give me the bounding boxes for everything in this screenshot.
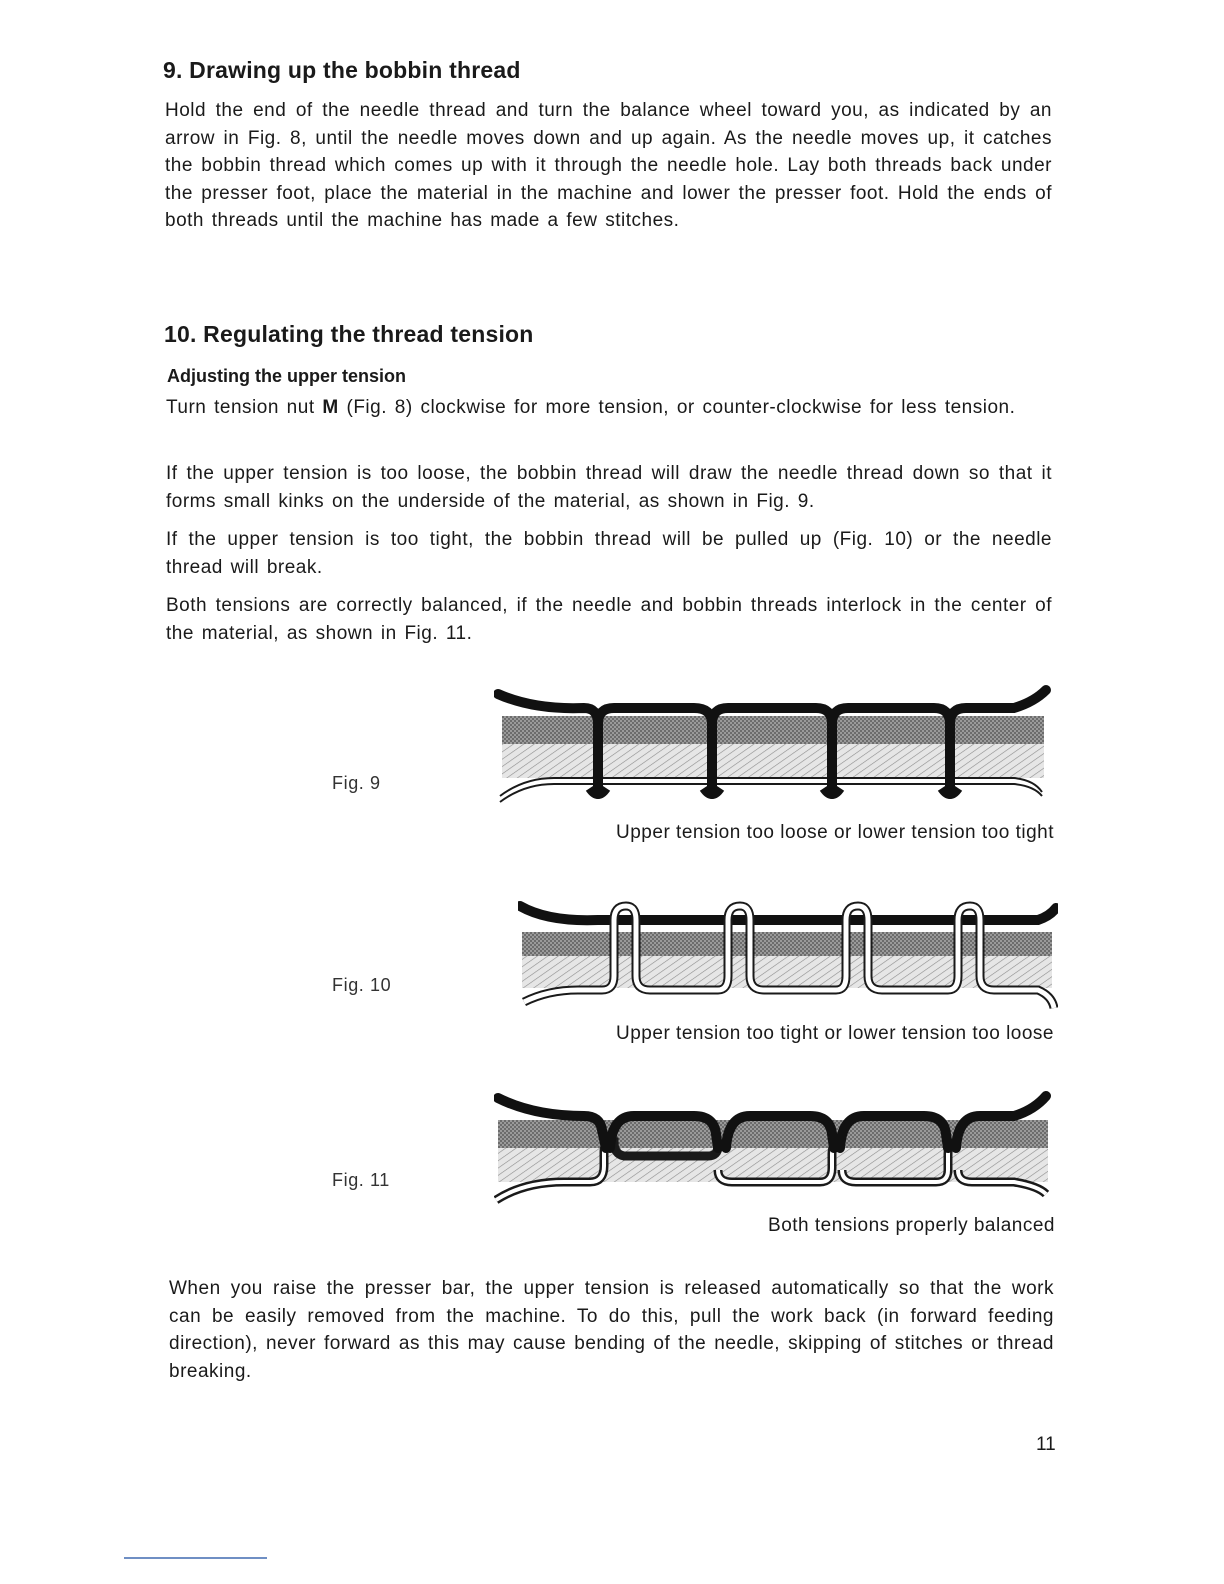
fig-9-stitch-diagram xyxy=(494,684,1054,816)
fig-9-caption: Upper tension too loose or lower tension too tight xyxy=(616,822,1054,843)
fig-9-label: Fig. 9 xyxy=(332,773,381,793)
tension-nut-label: M xyxy=(322,397,339,418)
fig-11-stitch-diagram xyxy=(494,1090,1054,1214)
section-9-heading: 9. Drawing up the bobbin thread xyxy=(163,57,521,83)
tension-text-a: Turn tension nut xyxy=(166,397,323,418)
closing-paragraph: When you raise the presser bar, the upper tension is released automatically so that the work can be easily removed from the machine. To do this, pull the work back (in forward feeding direction), never forward as this may cause bending of the needle, skipping of stitches or thread breaking. xyxy=(169,1278,1054,1382)
upper-tension-subheading: Adjusting the upper tension xyxy=(167,366,406,386)
footer-rule xyxy=(124,1557,267,1559)
fig-10-label: Fig. 10 xyxy=(332,975,392,995)
page-number: 11 xyxy=(1036,1434,1056,1455)
section-10-heading: 10. Regulating the thread tension xyxy=(164,321,534,347)
fig-11-label: Fig. 11 xyxy=(332,1170,390,1190)
too-loose-paragraph: If the upper tension is too loose, the bobbin thread will draw the needle thread down so that it forms small kinks on the underside of the material, as shown in Fig. 9. xyxy=(166,463,1052,512)
tension-text-b: (Fig. 8) clockwise for more tension, or counter-clockwise for less tension. xyxy=(338,397,1016,418)
tension-nut-paragraph xyxy=(166,394,1052,422)
too-tight-paragraph: If the upper tension is too tight, the bobbin thread will be pulled up (Fig. 10) or the needle thread will break. xyxy=(166,529,1052,578)
balanced-paragraph: Both tensions are correctly balanced, if the needle and bobbin threads interlock in the center of the material, as shown in Fig. 11. xyxy=(166,595,1052,644)
fig-10-stitch-diagram xyxy=(518,896,1058,1018)
fig-10-caption: Upper tension too tight or lower tension too loose xyxy=(616,1023,1054,1044)
section-9-body: Hold the end of the needle thread and turn the balance wheel toward you, as indicated by an arrow in Fig. 8, until the needle moves down and up again. As the needle moves up, it catches the bobbin thread which comes up with it through the needle hole. Lay both threads back under the presser foot, place the material in the machine and lower the presser foot. Hold the ends of both threads until the machine has made a few stitches. xyxy=(165,100,1052,231)
fig-11-caption: Both tensions properly balanced xyxy=(768,1215,1055,1236)
